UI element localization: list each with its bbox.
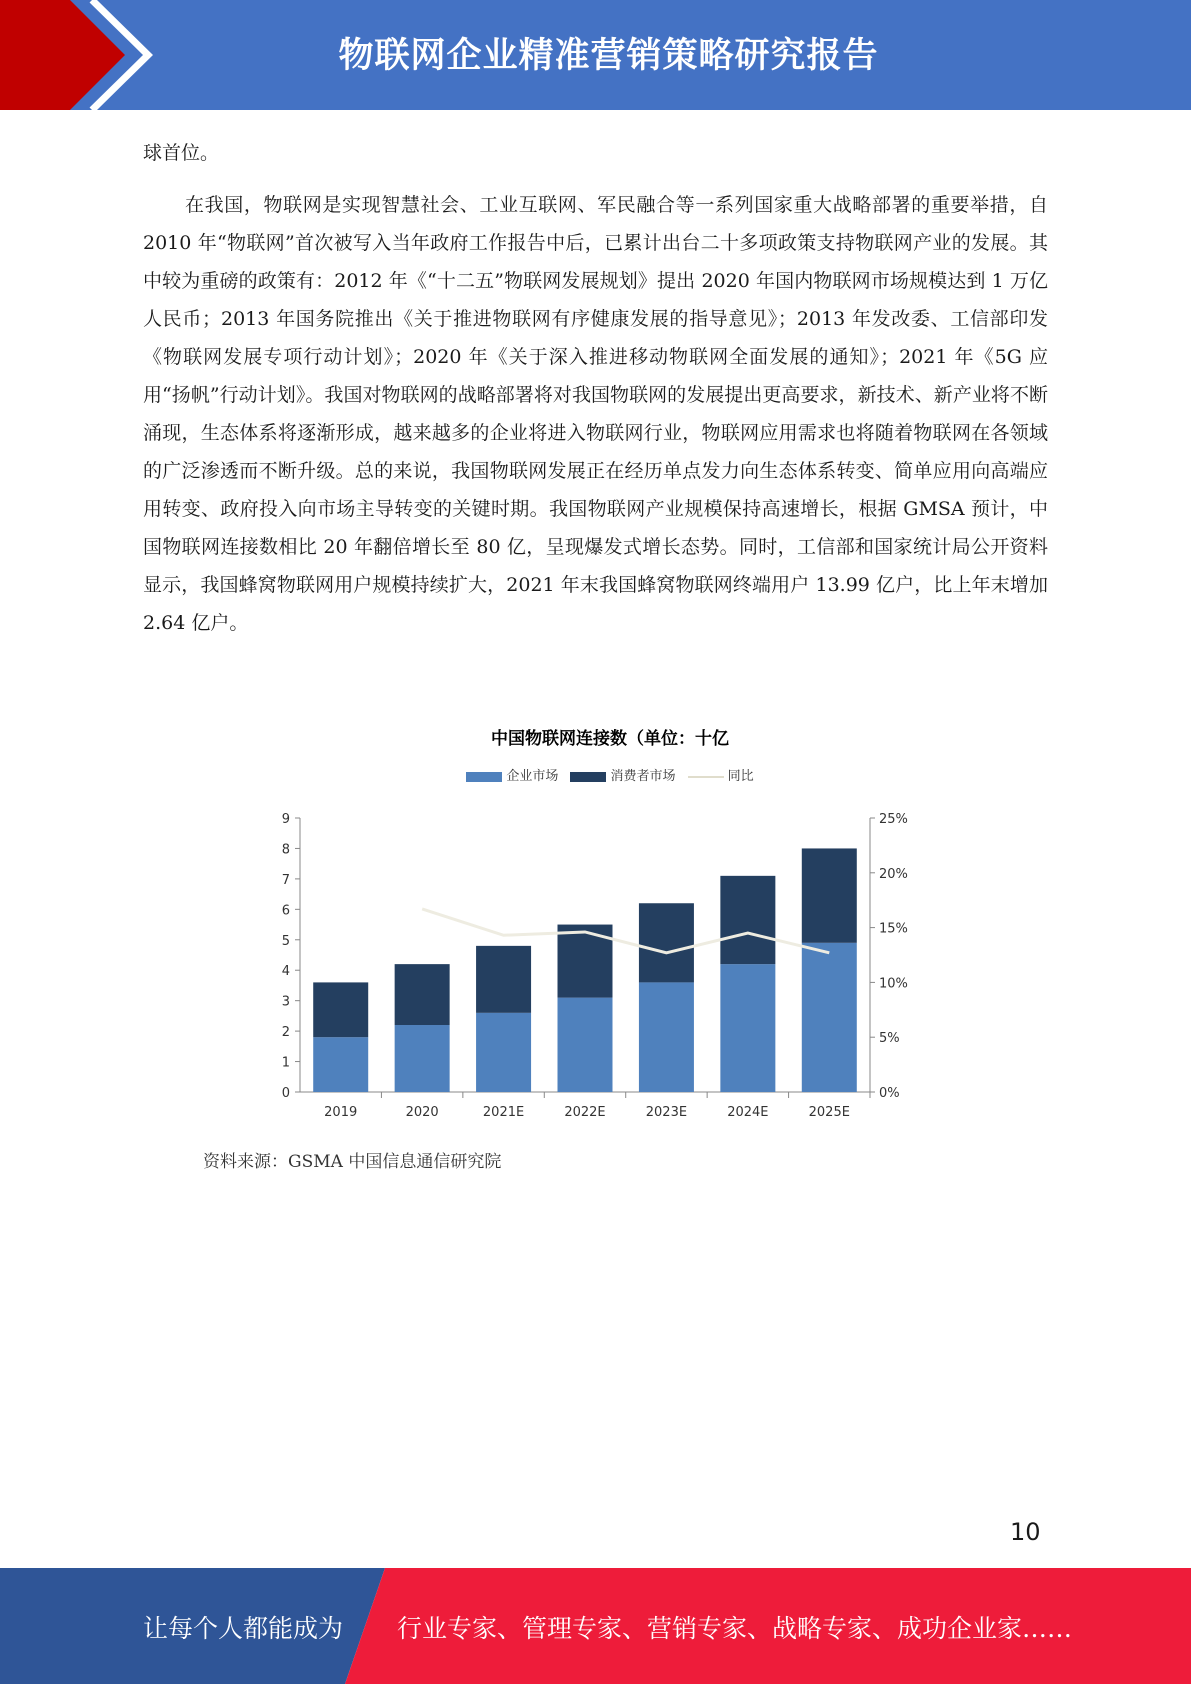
y-tick-label-left: 1 [281, 1055, 290, 1071]
y-tick-label-right: 25% [879, 812, 908, 827]
y-tick-label-left: 3 [281, 994, 290, 1010]
y-tick-label-right: 10% [879, 976, 908, 992]
x-tick-label: 2020 [405, 1105, 439, 1120]
bar-consumer [720, 876, 775, 964]
paragraph-continuation: 球首位。 [143, 142, 220, 164]
chart-source: 资料来源：GSMA 中国信息通信研究院 [203, 1152, 502, 1172]
footer-slogan-right: 行业专家、管理专家、营销专家、战略专家、成功企业家…… [397, 1614, 1073, 1643]
bar-consumer [639, 903, 694, 982]
x-tick-label: 2021E [482, 1105, 525, 1120]
bar-enterprise [802, 943, 857, 1092]
bar-enterprise [476, 1013, 531, 1092]
bar-enterprise [395, 1025, 450, 1092]
y-tick-label-right: 0% [879, 1086, 900, 1101]
x-tick-label: 2023E [645, 1105, 688, 1120]
y-tick-label-left: 7 [281, 872, 290, 888]
x-tick-label: 2024E [727, 1105, 769, 1120]
y-tick-label-right: 5% [879, 1031, 900, 1047]
x-tick-label: 2022E [564, 1105, 606, 1120]
y-tick-label-left: 0 [281, 1086, 290, 1101]
y-tick-label-left: 4 [281, 964, 290, 980]
bar-enterprise [313, 1037, 368, 1092]
bar-consumer [802, 848, 857, 942]
bar-enterprise [639, 982, 694, 1092]
bar-consumer [313, 982, 368, 1037]
bar-enterprise [558, 998, 613, 1092]
footer-slogan-left: 让每个人都能成为 [143, 1614, 344, 1643]
legend-label-enterprise: 企业市场 [506, 769, 559, 784]
y-tick-label-left: 2 [281, 1025, 290, 1041]
y-tick-label-right: 20% [879, 866, 908, 882]
x-tick-label: 2025E [808, 1105, 850, 1120]
bar-consumer [476, 946, 531, 1013]
bar-enterprise [720, 964, 775, 1092]
y-tick-label-right: 15% [879, 921, 908, 937]
page-footer [0, 1568, 1191, 1684]
bar-consumer [395, 964, 450, 1025]
chart-title: 中国物联网连接数（单位：十亿 [491, 729, 729, 749]
paragraph-main: 在我国，物联网是实现智慧社会、工业互联网、军民融合等一系列国家重大战略部署的重要举措，自 2010 年“物联网”首次被写入当年政府工作报告中后，已累计出台二十多项政策支持物联网产业的发展。其中较为重磅的政策有：2012 年《“十二五”物联网发展规划》提出 2020 年国内物联网市场规模达到 1 万亿人民币；2013 年国务院推出《关于推进物联网有序健康发展的指导意见》；2013 年发改委、工信部印发《物联网发展专项行动计划》；2020 年《关于深入推进移动物联网全面发展的通知》；2021 年《5G 应用“扬帆”行动计划》。我国对物联网的战略部署将对我国物联网的发展提出更高要求，新技术、新产业将不断涌现，生态体系将逐渐形成，越来越多的企业将进入物联网行业，物联网应用需求也将随着物联网在各领域的广泛渗透而不断升级。总的来说，我国物联网发展正在经历单点发力向生态体系转变、简单应用向高端应用转变、政府投入向市场主导转变的关键时期。我国物联网产业规模保持高速增长，根据 GMSA 预计，中国物联网连接数相比 20 年翻倍增长至 80 亿，呈现爆发式增长态势。同时，工信部和国家统计局公开资料显示，我国蜂窝物联网用户规模持续扩大，2021 年末我国蜂窝物联网终端用户 13.99 亿户，比上年末增加 2.64 亿户。 [143, 194, 1048, 634]
report-title: 物联网企业精准营销策略研究报告 [338, 36, 879, 76]
y-tick-label-left: 6 [281, 903, 290, 919]
legend-label-consumer: 消费者市场 [610, 769, 676, 784]
x-tick-label: 2019 [324, 1105, 358, 1120]
legend-label-yoy: 同比 [727, 769, 754, 784]
y-tick-label-left: 9 [281, 812, 290, 827]
y-tick-label-left: 5 [281, 933, 290, 949]
page-number: 10 [1010, 1518, 1041, 1546]
y-tick-label-left: 8 [281, 842, 290, 858]
